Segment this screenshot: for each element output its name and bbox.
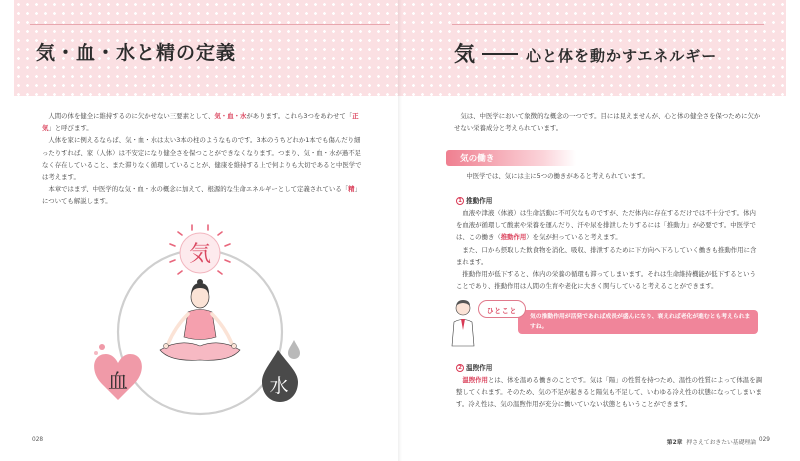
subheading-title: 温煦作用 [466,364,493,372]
paragraph: 気は、中医学において象徴的な概念の一つです。目には見えませんが、心と体の健全さを保つために欠かせない栄養成分と考えられています。 [454,112,761,133]
ketsu-label: 血 [108,369,128,393]
title-rule [452,24,764,25]
chapter-title: 押さえておきたい基礎理論 [686,440,756,446]
section-heading-label: 気の働き [460,154,495,164]
running-footer [667,437,756,446]
intro-text [42,110,362,208]
memo-box [518,310,758,334]
page-number: 028 [32,437,44,443]
book-gutter [398,0,402,461]
title-dash [482,53,518,55]
paragraph: 人間の体を健全に維持するのに欠かせない三要素として、気・血・水があります。これら3つをあわせて「正気」と呼びます。 [42,112,359,133]
right-page [400,0,800,461]
ki-ketsu-sui-diagram [80,222,320,427]
number-badge: 2 [456,364,464,372]
doctor-icon [448,296,478,352]
paragraph: 人体を家に例えるならば、気・血・水は太い3本の柱のようなものです。3本のうちどれか1本でも傷んだり細ったりすれば、家（人体）は不安定になり健全さを保つことができなくなります。つまり、気・血・水が過不足なく存在していること、また滞りなく循環していることが、健康を維持する上で何よりも大切であると中医学では考えます。 [42,136,362,182]
page-title: 気・血・水と精の定義 [36,42,237,64]
paragraph: 推動作用が低下すると、体内の栄養の循環も滞ってしまいます。それは生命維持機能が低下するということであり、推動作用は人間の生育や老化に大きく関与していると考えることができます。 [456,270,756,291]
memo-bubble-label: ひとこと [486,307,518,315]
page-number: 029 [758,437,770,443]
paragraph: 中医学では、気には主に5つの働きがあると考えられています。 [466,172,649,180]
subheading-2 [456,362,492,372]
memo-callout [448,296,758,352]
ketsu-emblem [94,344,142,400]
title-rule [30,24,390,25]
memo-text: 気の推動作用が活発であれば成長が盛んになり、衰えれば老化が進むとも考えられますね。 [530,314,751,330]
memo-bubble [478,300,526,318]
sub2-body [456,374,762,411]
title-subtitle: 心と体を動かすエネルギー [526,47,718,65]
diagram-svg [80,222,320,427]
chapter-label: 第2章 [666,440,683,446]
paragraph: 本章ではまず、中医学的な気・血・水の概念に加えて、根源的な生命エネルギーとして定義されている「精」についても解説します。 [42,185,361,206]
paragraph: 血液や津液（体液）は生命活動に不可欠なものですが、ただ体内に存在するだけでは不十分です。体内を血液が循環して酸素や栄養を運んだり、汗や尿を排泄したりするには「推動力」が必要です。中医学では、この働き（推動作用）を気が担っていると考えます。 [456,209,756,242]
section-heading [446,150,576,166]
paragraph: また、口から摂取した飲食物を消化、吸収、排泄するために下方向へ下ろしていく働きも推動作用に含まれます。 [456,245,757,266]
number-badge: 1 [456,197,464,205]
page-title [454,38,717,68]
paragraph: 温煦作用とは、体を温める働きのことです。気は「陽」の性質を持つため、温性の性質によって体温を調整してくれます。そのため、気の不足が起きると陽気も不足して、いわゆる冷え性の状態になってしまいます。冷え性は、気の温煦作用が充分に働いていない状態ともいうことができます。 [456,376,762,409]
ki-emblem [170,225,230,274]
subheading-1 [456,195,492,205]
subheading-title: 推動作用 [466,197,493,205]
intro-text [454,110,764,134]
sub1-body [456,207,762,292]
sui-label: 水 [269,375,289,397]
title-kanji: 気 [454,42,476,66]
ki-label: 気 [188,242,212,267]
section-intro [460,170,760,182]
meditating-woman-illustration [160,279,240,360]
